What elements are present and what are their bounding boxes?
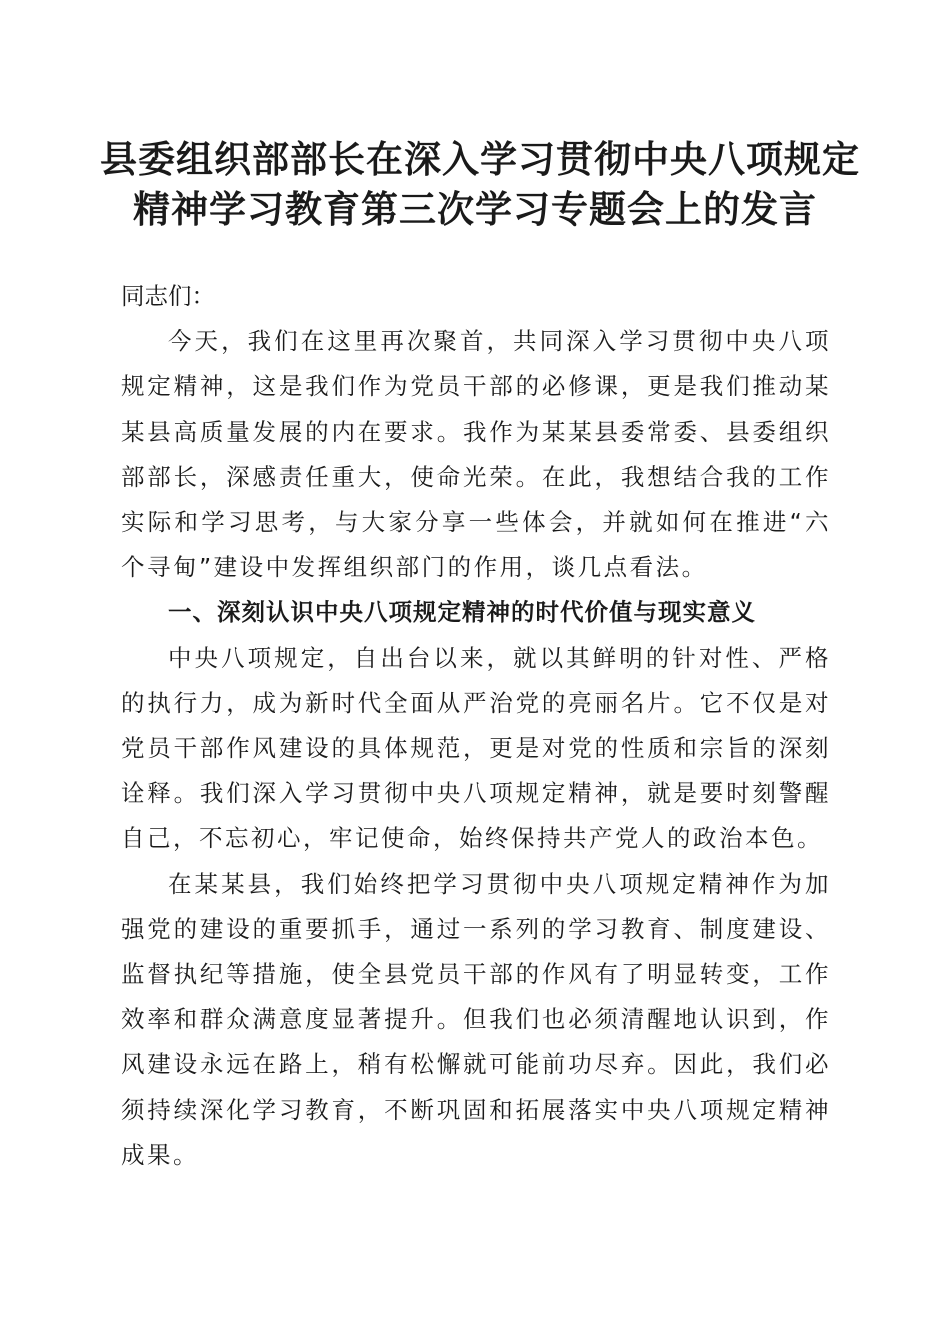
title-line-2: 精神学习教育第三次学习专题会上的发言 [133, 187, 817, 231]
document-title [100, 134, 860, 234]
section1-paragraph-2: 在某某县，我们始终把学习贯彻中央八项规定精神作为加强党的建设的重要抓手，通过一系列的学习教育、制度建设、监督执纪等措施，使全县党员干部的作风有了明显转变，工作效率和群众满意度显著提升。但我们也必须清醒地认识到，作风建设永远在路上，稍有松懈就可能前功尽弃。因此，我们必须持续深化学习教育，不断巩固和拓展落实中央八项规定精神成果。 [121, 869, 831, 1169]
intro-paragraph: 今天，我们在这里再次聚首，共同深入学习贯彻中央八项规定精神，这是我们作为党员干部的必修课，更是我们推动某某县高质量发展的内在要求。我作为某某县委常委、县委组织部部长，深感责任重大，使命光荣。在此，我想结合我的工作实际和学习思考，与大家分享一些体会，并就如何在推进“六个寻甸”建设中发挥组织部门的作用，谈几点看法。 [121, 327, 831, 582]
section1-paragraph-1: 中央八项规定，自出台以来，就以其鲜明的针对性、严格的执行力，成为新时代全面从严治党的亮丽名片。它不仅是对党员干部作风建设的具体规范，更是对党的性质和宗旨的深刻诠释。我们深入学习贯彻中央八项规定精神，就是要时刻警醒自己，不忘初心，牢记使命，始终保持共产党人的政治本色。 [121, 643, 831, 853]
document-body [121, 268, 831, 1178]
title-line-1: 县委组织部部长在深入学习贯彻中央八项规定 [100, 137, 860, 181]
salutation: 同志们： [121, 282, 215, 310]
section-heading-1: 一、深刻认识中央八项规定精神的时代价值与现实意义 [168, 598, 756, 627]
